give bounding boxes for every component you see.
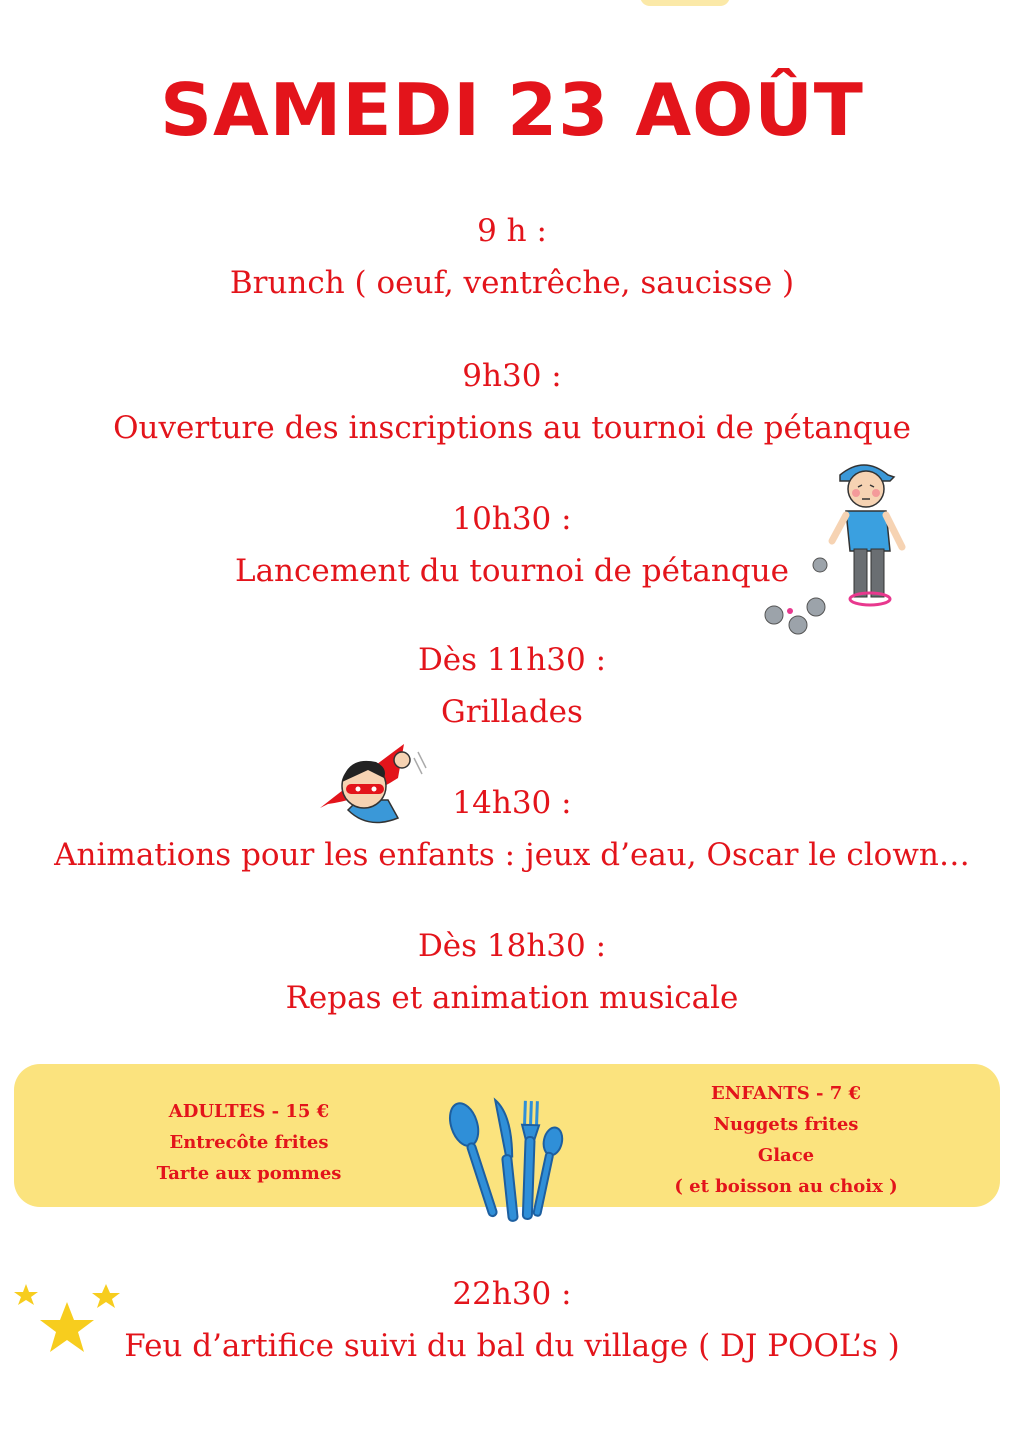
event-description: Repas et animation musicale <box>285 980 739 1016</box>
kids-menu-item: Glace <box>757 1145 815 1166</box>
event-item <box>0 920 1024 1024</box>
adult-menu <box>124 1096 374 1189</box>
kids-menu-price: ENFANTS - 7 € <box>710 1083 862 1104</box>
event-description: Feu d’artifice suivi du bal du village ( DJ POOL’s ) <box>124 1328 900 1364</box>
event-item <box>0 634 1024 738</box>
kids-menu <box>646 1078 926 1202</box>
adult-menu-item: Entrecôte frites <box>169 1132 329 1153</box>
event-description: Ouverture des inscriptions au tournoi de pétanque <box>113 410 911 446</box>
event-item <box>0 350 1024 454</box>
kids-menu-item: ( et boisson au choix ) <box>674 1176 898 1197</box>
event-time: 9h30 : <box>462 358 562 394</box>
event-description: Brunch ( oeuf, ventrêche, saucisse ) <box>229 265 795 301</box>
event-item <box>0 1268 1024 1372</box>
event-description: Lancement du tournoi de pétanque <box>234 553 790 589</box>
stars-icon <box>12 1280 132 1370</box>
event-description: Animations pour les enfants : jeux d’eau, Oscar le clown… <box>54 837 970 873</box>
event-time: Dès 18h30 : <box>417 928 607 964</box>
sun-decoration <box>640 0 730 6</box>
event-item <box>0 777 1024 881</box>
event-time: Dès 11h30 : <box>417 642 607 678</box>
cutlery-icon <box>446 1095 566 1225</box>
kids-menu-item: Nuggets frites <box>713 1114 859 1135</box>
event-time: 9 h : <box>477 213 547 249</box>
event-item <box>0 205 1024 309</box>
event-time: 10h30 : <box>452 501 572 537</box>
superhero-child-icon <box>318 738 428 838</box>
adult-menu-item: Tarte aux pommes <box>156 1163 342 1184</box>
adult-menu-price: ADULTES - 15 € <box>168 1101 330 1122</box>
petanque-player-icon <box>760 455 930 640</box>
event-time: 22h30 : <box>452 1276 572 1312</box>
page-title: SAMEDI 23 AOÛT <box>160 68 864 152</box>
event-description: Grillades <box>441 694 583 730</box>
event-time: 14h30 : <box>452 785 572 821</box>
